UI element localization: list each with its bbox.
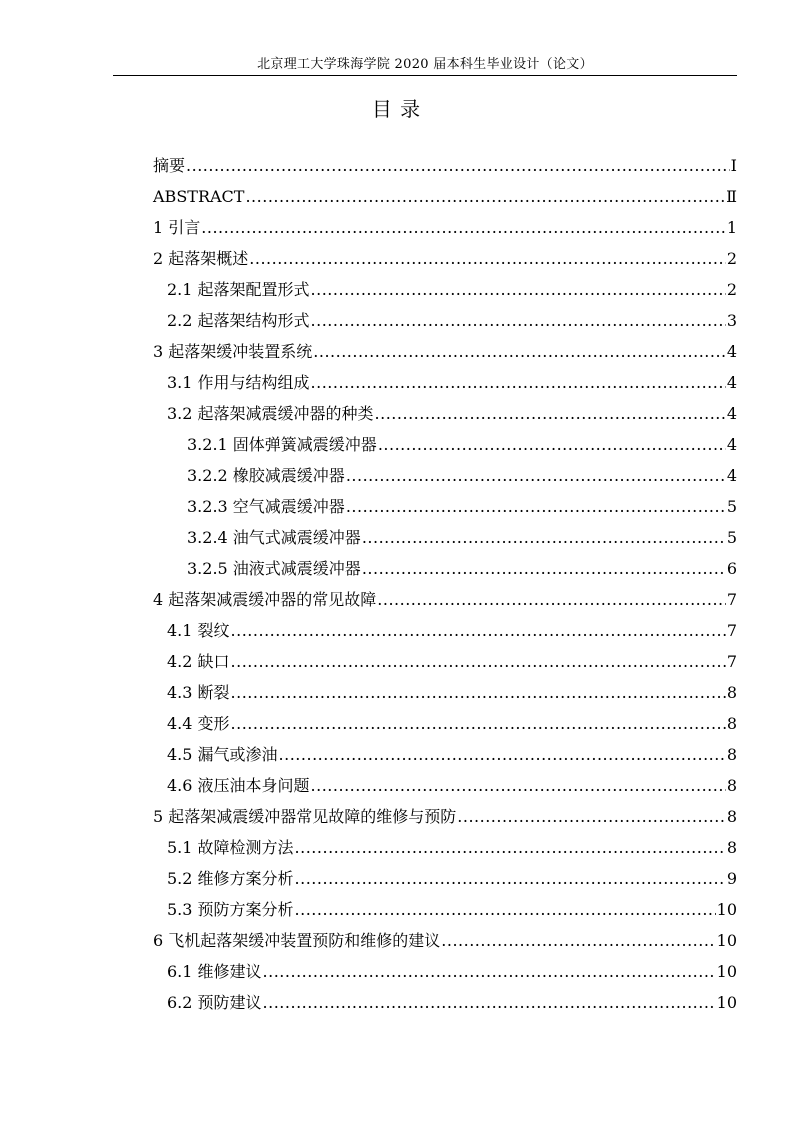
toc-entry-page: 9 xyxy=(726,869,737,888)
toc-dot-leader xyxy=(457,801,726,832)
toc-entry-page: 7 xyxy=(726,652,737,671)
toc-entry[interactable] xyxy=(153,181,737,212)
toc-entry-label: 2.1 起落架配置形式 xyxy=(167,280,310,299)
toc-entry-page: Ⅱ xyxy=(726,187,737,206)
toc-entry-label: 3.1 作用与结构组成 xyxy=(167,373,310,392)
toc-entry-page: 8 xyxy=(726,714,737,733)
toc-entry-page: 10 xyxy=(716,993,737,1012)
toc-entry[interactable] xyxy=(153,429,737,460)
toc-entry[interactable] xyxy=(153,305,737,336)
toc-entry-page: 10 xyxy=(716,900,737,919)
toc-dot-leader xyxy=(311,367,726,398)
toc-entry-label: 5.3 预防方案分析 xyxy=(167,900,294,919)
toc-entry[interactable] xyxy=(153,770,737,801)
toc-entry-label: 4.5 漏气或渗油 xyxy=(167,745,278,764)
toc-entry-label: 5 起落架减震缓冲器常见故障的维修与预防 xyxy=(153,807,457,826)
toc-dot-leader xyxy=(201,212,726,243)
toc-entry-label: 3.2.1 固体弹簧减震缓冲器 xyxy=(187,435,377,454)
toc-entry-label: 6 飞机起落架缓冲装置预防和维修的建议 xyxy=(153,931,441,950)
toc-entry-page: 4 xyxy=(726,373,737,392)
toc-entry-page: 10 xyxy=(716,962,737,981)
toc-entry[interactable] xyxy=(153,336,737,367)
toc-entry-label: 4 起落架减震缓冲器的常见故障 xyxy=(153,590,377,609)
toc-title: 目 录 xyxy=(371,97,422,121)
toc-entry-label: 3.2.2 橡胶减震缓冲器 xyxy=(187,466,345,485)
toc-entry-label: 6.2 预防建议 xyxy=(167,993,262,1012)
toc-entry-label: 4.2 缺口 xyxy=(167,652,230,671)
toc-entry-label: 2 起落架概述 xyxy=(153,249,249,268)
toc-entry-page: 3 xyxy=(726,311,737,330)
toc-entry-label: 5.2 维修方案分析 xyxy=(167,869,294,888)
toc-entry-page: 8 xyxy=(726,807,737,826)
toc-entry[interactable] xyxy=(153,553,737,584)
toc-entry[interactable] xyxy=(153,460,737,491)
toc-entry[interactable] xyxy=(153,150,737,181)
toc-entry-page: 4 xyxy=(726,342,737,361)
toc-entry-page: 4 xyxy=(726,466,737,485)
toc-dot-leader xyxy=(249,243,726,274)
toc-entry-label: 2.2 起落架结构形式 xyxy=(167,311,310,330)
toc-entry[interactable] xyxy=(153,925,737,956)
toc-entry-page: 8 xyxy=(726,838,737,857)
toc-entry-page: 4 xyxy=(726,435,737,454)
toc-entry-label: 4.4 变形 xyxy=(167,714,230,733)
toc-dot-leader xyxy=(231,677,726,708)
toc-dot-leader xyxy=(378,429,726,460)
toc-entry-label: 4.1 裂纹 xyxy=(167,621,230,640)
toc-dot-leader xyxy=(295,894,716,925)
toc-dot-leader xyxy=(375,398,726,429)
toc-entry-label: ABSTRACT xyxy=(153,187,245,206)
toc-entry[interactable] xyxy=(153,212,737,243)
toc-entry-page: 8 xyxy=(726,745,737,764)
toc-entry-page: Ⅰ xyxy=(730,156,737,175)
toc-entry-label: 3.2 起落架减震缓冲器的种类 xyxy=(167,404,374,423)
toc-entry[interactable] xyxy=(153,832,737,863)
toc-dot-leader xyxy=(377,584,726,615)
toc-entry-label: 5.1 故障检测方法 xyxy=(167,838,294,857)
toc-dot-leader xyxy=(231,646,726,677)
toc-entry[interactable] xyxy=(153,243,737,274)
toc-entry-label: 3 起落架缓冲装置系统 xyxy=(153,342,313,361)
toc-list xyxy=(153,150,737,1018)
toc-entry[interactable] xyxy=(153,956,737,987)
toc-entry-page: 7 xyxy=(726,590,737,609)
toc-entry[interactable] xyxy=(153,646,737,677)
toc-entry-page: 2 xyxy=(726,249,737,268)
toc-entry-label: 3.2.5 油液式减震缓冲器 xyxy=(187,559,361,578)
toc-entry[interactable] xyxy=(153,739,737,770)
toc-dot-leader xyxy=(231,708,726,739)
toc-dot-leader xyxy=(441,925,715,956)
toc-entry[interactable] xyxy=(153,584,737,615)
toc-entry-label: 摘要 xyxy=(153,156,186,175)
header-rule xyxy=(113,75,737,76)
toc-entry-page: 5 xyxy=(726,497,737,516)
toc-dot-leader xyxy=(263,987,716,1018)
toc-entry-page: 6 xyxy=(726,559,737,578)
toc-entry-page: 2 xyxy=(726,280,737,299)
toc-entry-page: 7 xyxy=(726,621,737,640)
toc-dot-leader xyxy=(231,615,726,646)
toc-entry[interactable] xyxy=(153,522,737,553)
toc-entry[interactable] xyxy=(153,615,737,646)
toc-dot-leader xyxy=(263,956,716,987)
toc-entry[interactable] xyxy=(153,801,737,832)
toc-entry[interactable] xyxy=(153,677,737,708)
toc-dot-leader xyxy=(245,181,725,212)
toc-entry-page: 10 xyxy=(716,931,737,950)
toc-entry-label: 4.3 断裂 xyxy=(167,683,230,702)
toc-entry-label: 1 引言 xyxy=(153,218,201,237)
toc-entry-label: 6.1 维修建议 xyxy=(167,962,262,981)
toc-entry[interactable] xyxy=(153,491,737,522)
toc-entry-label: 3.2.4 油气式减震缓冲器 xyxy=(187,528,361,547)
toc-entry[interactable] xyxy=(153,987,737,1018)
toc-entry-page: 4 xyxy=(726,404,737,423)
toc-entry-page: 1 xyxy=(726,218,737,237)
toc-entry-page: 8 xyxy=(726,776,737,795)
toc-entry[interactable] xyxy=(153,367,737,398)
toc-dot-leader xyxy=(362,522,726,553)
toc-dot-leader xyxy=(346,491,726,522)
toc-dot-leader xyxy=(311,305,726,336)
toc-entry-page: 8 xyxy=(726,683,737,702)
toc-entry[interactable] xyxy=(153,398,737,429)
toc-dot-leader xyxy=(295,832,726,863)
toc-entry[interactable] xyxy=(153,708,737,739)
toc-dot-leader xyxy=(295,863,726,894)
toc-dot-leader xyxy=(362,553,726,584)
toc-entry[interactable] xyxy=(153,863,737,894)
toc-entry[interactable] xyxy=(153,894,737,925)
toc-entry-page: 5 xyxy=(726,528,737,547)
toc-dot-leader xyxy=(313,336,726,367)
running-header: 北京理工大学珠海学院 2020 届本科生毕业设计（论文） xyxy=(257,57,593,72)
toc-dot-leader xyxy=(279,739,726,770)
toc-dot-leader xyxy=(186,150,730,181)
toc-entry-label: 3.2.3 空气减震缓冲器 xyxy=(187,497,345,516)
toc-dot-leader xyxy=(311,770,726,801)
toc-entry-label: 4.6 液压油本身问题 xyxy=(167,776,310,795)
toc-entry[interactable] xyxy=(153,274,737,305)
toc-dot-leader xyxy=(311,274,726,305)
toc-dot-leader xyxy=(346,460,726,491)
